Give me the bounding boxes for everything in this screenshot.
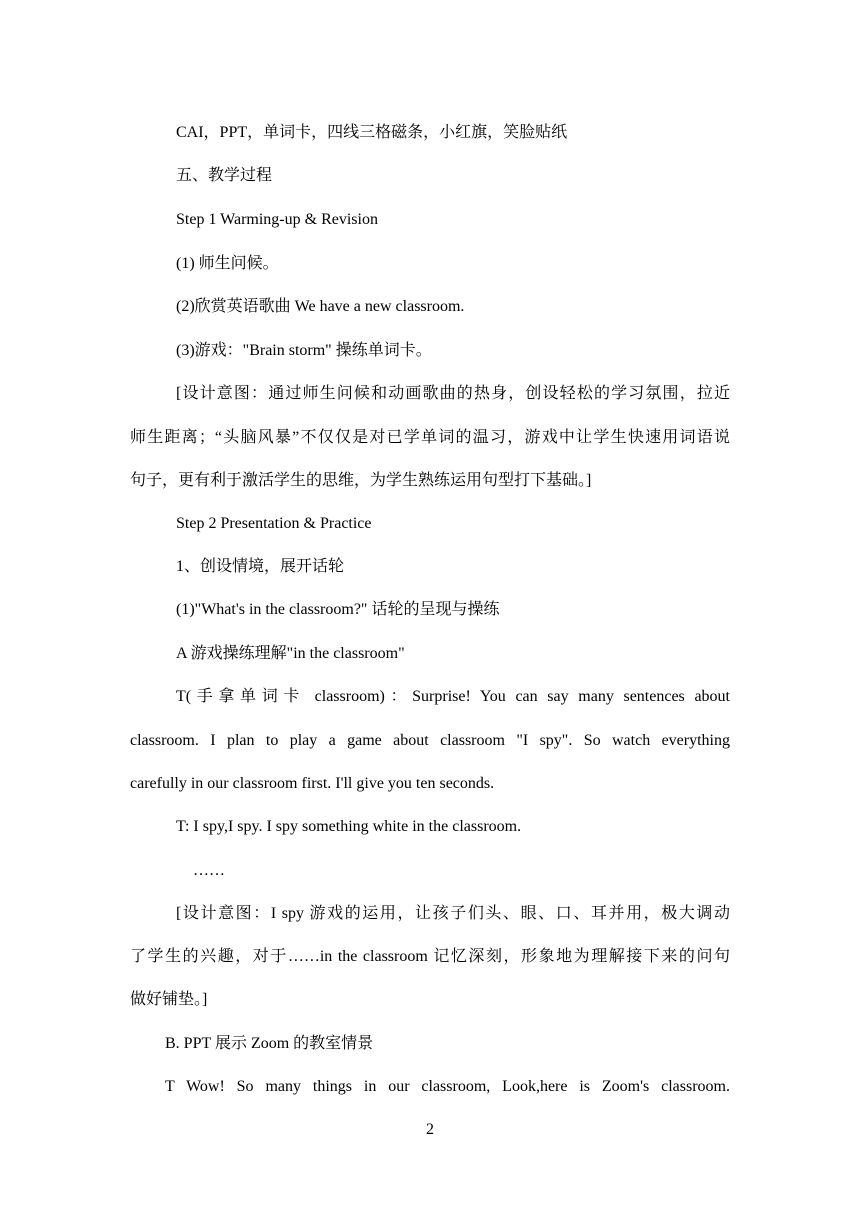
subsection-heading: 1、创设情境，展开话轮: [176, 558, 345, 575]
paragraph-line: B. PPT 展示 Zoom 的教室情景: [165, 1035, 374, 1052]
page-number: 2: [426, 1121, 434, 1138]
paragraph-line: A 游戏操练理解"in the classroom": [176, 645, 405, 662]
design-note-line: 了学生的兴趣，对于……in the classroom 记忆深刻，形象地为理解接下来的问句: [130, 948, 730, 965]
paragraph-line: (3)游戏："Brain storm" 操练单词卡。: [176, 342, 432, 359]
paragraph-line: (1) 师生问候。: [176, 255, 279, 272]
design-note-line: [设计意图：通过师生问候和动画歌曲的热身，创设轻松的学习氛围，拉近: [176, 385, 730, 402]
paragraph-line: T(手拿单词卡 classroom)：Surprise! You can say many sentences about: [176, 688, 730, 705]
design-note-line: [设计意图：I spy 游戏的运用，让孩子们头、眼、口、耳并用，极大调动: [176, 905, 730, 922]
design-note-line: 句子，更有利于激活学生的思维，为学生熟练运用句型打下基础。]: [130, 472, 592, 489]
paragraph-line: (2)欣赏英语歌曲 We have a new classroom.: [176, 298, 465, 315]
paragraph-line: T Wow! So many things in our classroom, Look,here is Zoom's classroom.: [165, 1078, 730, 1095]
paragraph-line: classroom. I plan to play a game about classroom "I spy". So watch everything: [130, 732, 730, 749]
paragraph-line: (1)"What's in the classroom?" 话轮的呈现与操练: [176, 601, 500, 618]
section-heading: 五、教学过程: [176, 167, 273, 184]
design-note-line: 做好铺垫。]: [130, 991, 208, 1008]
step-heading: Step 2 Presentation & Practice: [176, 515, 372, 532]
paragraph-line: carefully in our classroom first. I'll give you ten seconds.: [130, 775, 495, 792]
ellipsis-line: ……: [193, 862, 225, 879]
step-heading: Step 1 Warming-up & Revision: [176, 211, 378, 228]
design-note-line: 师生距离；“头脑风暴”不仅仅是对已学单词的温习，游戏中让学生快速用词语说: [130, 429, 730, 446]
materials-line: CAI，PPT，单词卡，四线三格磁条，小红旗，笑脸贴纸: [176, 124, 568, 141]
paragraph-line: T: I spy,I spy. I spy something white in the classroom.: [176, 818, 522, 835]
